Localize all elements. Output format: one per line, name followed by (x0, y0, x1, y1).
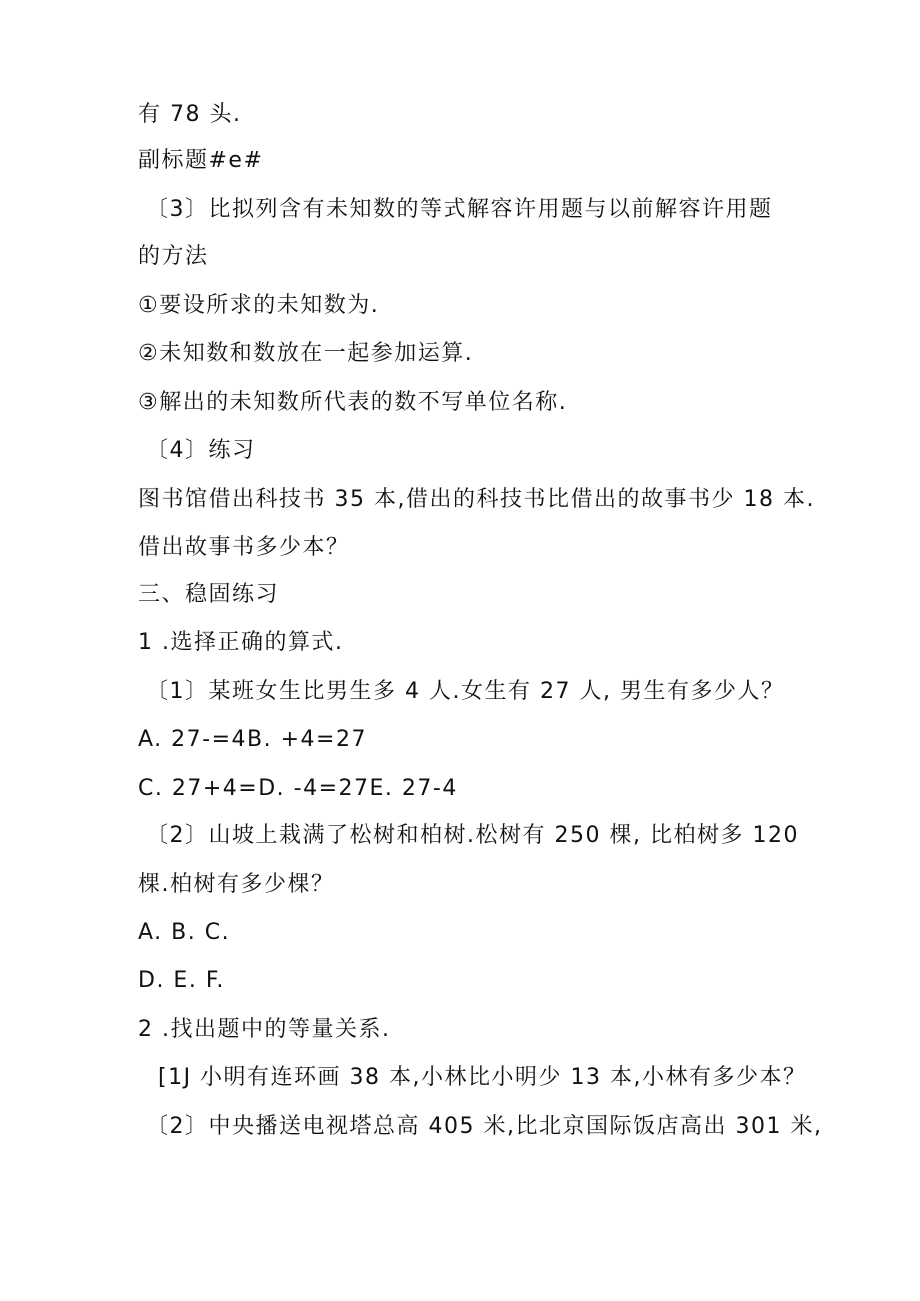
text-line: 的方法 (138, 244, 209, 269)
list-item: ②未知数和数放在一起参加运算. (138, 341, 474, 366)
list-item: ③解出的未知数所代表的数不写单位名称. (138, 390, 568, 415)
answer-options: D. E. F. (138, 968, 225, 993)
text-line: 图书馆借出科技书 35 本,借出的科技书比借出的故事书少 18 本. (138, 487, 815, 512)
question-heading: 2 .找出题中的等量关系. (138, 1017, 391, 1042)
question-text: 〔2〕中央播送电视塔总高 405 米,比北京国际饭店高出 301 米, (146, 1114, 823, 1139)
subtitle-line: 副标题#e# (138, 148, 264, 173)
question-heading: 1 .选择正确的算式. (138, 630, 344, 655)
answer-options: A. B. C. (138, 920, 231, 945)
question-text: 〔1〕某班女生比男生多 4 人.女生有 27 人, 男生有多少人？ (146, 679, 785, 704)
question-text: 〔2〕山坡上栽满了松树和柏树.松树有 250 棵, 比柏树多 120 (146, 823, 799, 848)
text-line: 〔3〕比拟列含有未知数的等式解容许用题与以前解容许用题 (146, 197, 773, 222)
question-text: 棵.柏树有多少棵？ (138, 872, 335, 897)
answer-options: C. 27+4=D. -4=27E. 27-4 (138, 776, 458, 801)
list-item: ①要设所求的未知数为. (138, 293, 380, 318)
answer-options: A. 27-=4B. +4=27 (138, 727, 367, 752)
section-heading: 三、稳固练习 (138, 582, 280, 607)
text-line: 借出故事书多少本？ (138, 535, 350, 560)
text-line: 有 78 头. (138, 102, 242, 127)
question-text: [1J 小明有连环画 38 本,小林比小明少 13 本,小林有多少本？ (158, 1065, 807, 1090)
section-heading: 〔4〕练习 (146, 438, 256, 463)
